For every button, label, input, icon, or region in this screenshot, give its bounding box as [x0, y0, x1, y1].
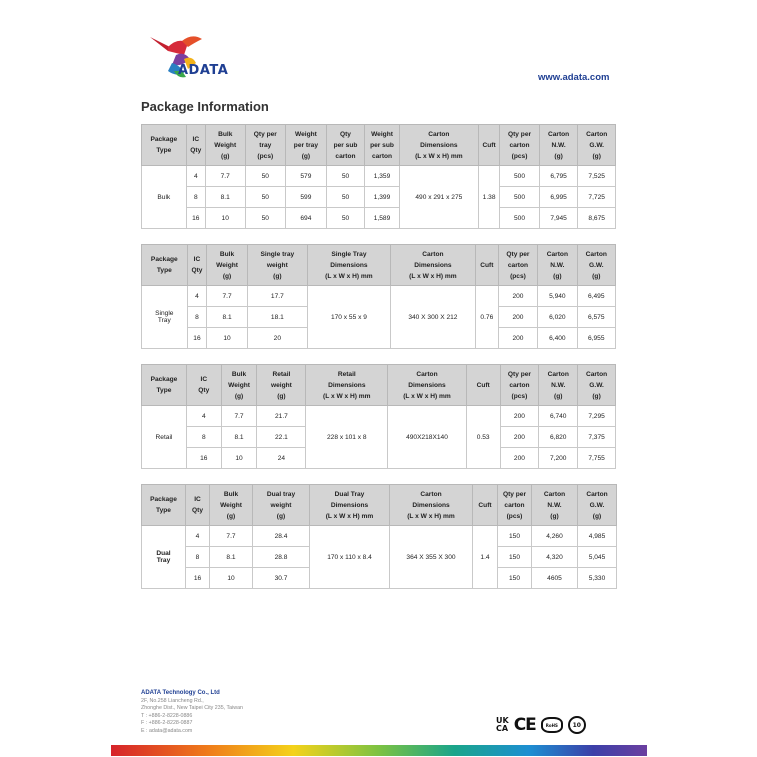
table-cell: 200 [500, 406, 539, 427]
table-cell: 7.7 [210, 526, 253, 547]
table-cell: 6,740 [539, 406, 578, 427]
table-cell: 18.1 [247, 307, 307, 328]
table-cell: 500 [500, 187, 540, 208]
carton-dimensions-cell: 364 X 355 X 300 [390, 526, 473, 589]
table-cell: 50 [326, 166, 365, 187]
table-row [142, 187, 616, 208]
table-cell: 10 [221, 448, 257, 469]
header-cell: Carton G.W. (g) [578, 365, 616, 406]
table-cell: 8 [186, 187, 205, 208]
retail-package-table [141, 364, 616, 469]
table-header-row [142, 125, 616, 166]
header-cell: Carton G.W. (g) [577, 245, 615, 286]
dual-tray-dimensions-cell: 170 x 110 x 8.4 [310, 526, 390, 589]
table-cell: 200 [500, 427, 539, 448]
table-cell: 6,795 [539, 166, 578, 187]
package-type-cell: Retail [142, 406, 187, 469]
header-cell: Retail Dimensions (L x W x H) mm [306, 365, 388, 406]
table-cell: 7,755 [578, 448, 616, 469]
package-type-cell: Bulk [142, 166, 187, 229]
table-row [142, 166, 616, 187]
header-cell: Package Type [142, 485, 186, 526]
header-cell: Qty per carton (pcs) [498, 485, 532, 526]
table-cell: 16 [186, 208, 205, 229]
table-cell: 4 [187, 286, 207, 307]
table-cell: 28.4 [253, 526, 310, 547]
header-cell: IC Qty [186, 485, 210, 526]
table-cell: 8.1 [221, 427, 257, 448]
header-cell: Bulk Weight (g) [221, 365, 257, 406]
header-cell: Qty per carton (pcs) [500, 125, 540, 166]
table-cell: 10 [205, 208, 245, 229]
header-cell: Dual tray weight (g) [253, 485, 310, 526]
header-cell: Qty per carton (pcs) [498, 245, 537, 286]
package-type-cell: Single Tray [142, 286, 188, 349]
header-cell: Single Tray Dimensions (L x W x H) mm [307, 245, 390, 286]
header-cell: Carton Dimensions (L x W x H) mm [390, 485, 473, 526]
header-cell: Carton Dimensions (L x W x H) mm [388, 365, 467, 406]
table-cell: 50 [245, 208, 286, 229]
eco-period-mark: 10 [568, 716, 586, 734]
header-cell: IC Qty [186, 125, 205, 166]
table-cell: 7,945 [539, 208, 578, 229]
rohs-mark: RoHS [541, 717, 563, 733]
table-cell: 1,589 [365, 208, 400, 229]
table-cell: 16 [186, 448, 221, 469]
header-cell: Cuft [473, 485, 498, 526]
phone-line: T : +886-2-8228-0886 [141, 712, 193, 719]
table-cell: 4,320 [532, 547, 578, 568]
table-row [142, 286, 616, 307]
header-cell: Carton G.W. (g) [578, 125, 616, 166]
table-cell: 200 [498, 286, 537, 307]
cuft-cell: 1.4 [473, 526, 498, 589]
header-cell: Bulk Weight (g) [210, 485, 253, 526]
carton-dimensions-cell: 490 x 291 x 275 [399, 166, 478, 229]
header-cell: Retail weight (g) [257, 365, 306, 406]
table-cell: 4,985 [578, 526, 617, 547]
table-cell: 6,955 [577, 328, 615, 349]
table-cell: 4,260 [532, 526, 578, 547]
table-header-row [142, 485, 617, 526]
table-row [142, 406, 616, 427]
header-cell: IC Qty [187, 245, 207, 286]
table-cell: 20 [247, 328, 307, 349]
table-cell: 7.7 [205, 166, 245, 187]
header-cell: IC Qty [186, 365, 221, 406]
table-cell: 17.7 [247, 286, 307, 307]
ce-mark: CE [513, 715, 536, 735]
table-cell: 22.1 [257, 427, 306, 448]
header-cell: Carton N.W. (g) [532, 485, 578, 526]
table-cell: 579 [286, 166, 327, 187]
package-type-cell: Dual Tray [142, 526, 186, 589]
company-name: ADATA Technology Co., Ltd [141, 690, 220, 696]
header-cell: Bulk Weight (g) [207, 245, 247, 286]
table-cell: 8 [186, 547, 210, 568]
header-cell: Dual Tray Dimensions (L x W x H) mm [310, 485, 390, 526]
table-cell: 500 [500, 166, 540, 187]
table-cell: 7.7 [207, 286, 247, 307]
ukca-mark: UK CA [496, 716, 509, 733]
header-cell: Carton N.W. (g) [538, 245, 577, 286]
cuft-cell: 1.38 [478, 166, 499, 229]
website-link[interactable]: www.adata.com [538, 72, 610, 83]
header-cell: Package Type [142, 125, 187, 166]
table-cell: 8 [186, 427, 221, 448]
table-cell: 8.1 [210, 547, 253, 568]
cuft-cell: 0.53 [466, 406, 500, 469]
header-cell: Qty per carton (pcs) [500, 365, 539, 406]
table-cell: 28.8 [253, 547, 310, 568]
table-cell: 10 [210, 568, 253, 589]
single-tray-package-table [141, 244, 616, 349]
company-address-block [141, 690, 243, 736]
table-cell: 150 [498, 568, 532, 589]
table-cell: 200 [498, 328, 537, 349]
table-cell: 7.7 [221, 406, 257, 427]
table-cell: 7,725 [578, 187, 616, 208]
header-cell: Carton G.W. (g) [578, 485, 617, 526]
table-cell: 16 [187, 328, 207, 349]
table-cell: 5,045 [578, 547, 617, 568]
table-cell: 694 [286, 208, 327, 229]
table-cell: 6,820 [539, 427, 578, 448]
header-cell: Bulk Weight (g) [205, 125, 245, 166]
table-cell: 8.1 [207, 307, 247, 328]
cuft-cell: 0.76 [475, 286, 498, 349]
table-cell: 6,995 [539, 187, 578, 208]
retail-dimensions-cell: 228 x 101 x 8 [306, 406, 388, 469]
brand-name: ADATA [178, 63, 229, 78]
table-cell: 7,375 [578, 427, 616, 448]
dual-tray-package-table [141, 484, 617, 589]
table-cell: 8 [187, 307, 207, 328]
table-cell: 1,359 [365, 166, 400, 187]
header-cell: Cuft [475, 245, 498, 286]
header-cell: Cuft [466, 365, 500, 406]
table-cell: 50 [326, 187, 365, 208]
table-header-row [142, 245, 616, 286]
table-cell: 5,940 [538, 286, 577, 307]
table-cell: 16 [186, 568, 210, 589]
table-cell: 50 [326, 208, 365, 229]
table-cell: 8.1 [205, 187, 245, 208]
address-line: 2F, No.258 Liancheng Rd., [141, 697, 204, 704]
table-cell: 8,675 [578, 208, 616, 229]
header-cell: Single tray weight (g) [247, 245, 307, 286]
table-cell: 6,575 [577, 307, 615, 328]
table-cell: 5,330 [578, 568, 617, 589]
header-cell: Carton N.W. (g) [539, 125, 578, 166]
table-cell: 4 [186, 526, 210, 547]
header-cell: Carton N.W. (g) [539, 365, 578, 406]
table-cell: 200 [500, 448, 539, 469]
table-cell: 4 [186, 166, 205, 187]
header-cell: Qty per sub carton [326, 125, 365, 166]
table-cell: 6,495 [577, 286, 615, 307]
table-cell: 7,525 [578, 166, 616, 187]
table-cell: 50 [245, 187, 286, 208]
tray-dimensions-cell: 170 x 55 x 9 [307, 286, 390, 349]
table-cell: 7,295 [578, 406, 616, 427]
table-cell: 150 [498, 547, 532, 568]
table-cell: 200 [498, 307, 537, 328]
carton-dimensions-cell: 490X218X140 [388, 406, 467, 469]
table-cell: 1,399 [365, 187, 400, 208]
table-cell: 7,200 [539, 448, 578, 469]
header-cell: Qty per tray (pcs) [245, 125, 286, 166]
table-cell: 30.7 [253, 568, 310, 589]
page-title: Package Information [141, 99, 269, 114]
table-cell: 6,020 [538, 307, 577, 328]
bulk-package-table [141, 124, 616, 229]
header-cell: Carton Dimensions (L x W x H) mm [390, 245, 475, 286]
header-cell: Package Type [142, 365, 187, 406]
table-cell: 150 [498, 526, 532, 547]
header-cell: Carton Dimensions (L x W x H) mm [399, 125, 478, 166]
table-cell: 500 [500, 208, 540, 229]
carton-dimensions-cell: 340 X 300 X 212 [390, 286, 475, 349]
table-cell: 21.7 [257, 406, 306, 427]
table-cell: 4605 [532, 568, 578, 589]
table-cell: 24 [257, 448, 306, 469]
email-line: E : adata@adata.com [141, 727, 193, 734]
address-line: Zhonghe Dist., New Taipei City 235, Taiwan [141, 705, 243, 712]
fax-line: F : +886-2-8228-0887 [141, 720, 193, 727]
certification-marks [496, 714, 586, 736]
rainbow-footer-bar [111, 745, 647, 756]
table-cell: 10 [207, 328, 247, 349]
header-cell: Package Type [142, 245, 188, 286]
table-cell: 599 [286, 187, 327, 208]
table-cell: 4 [186, 406, 221, 427]
header-cell: Weight per tray (g) [286, 125, 327, 166]
table-row [142, 208, 616, 229]
table-cell: 50 [245, 166, 286, 187]
header-cell: Weight per sub carton [365, 125, 400, 166]
table-cell: 6,400 [538, 328, 577, 349]
table-row [142, 526, 617, 547]
table-header-row [142, 365, 616, 406]
header-cell: Cuft [478, 125, 499, 166]
